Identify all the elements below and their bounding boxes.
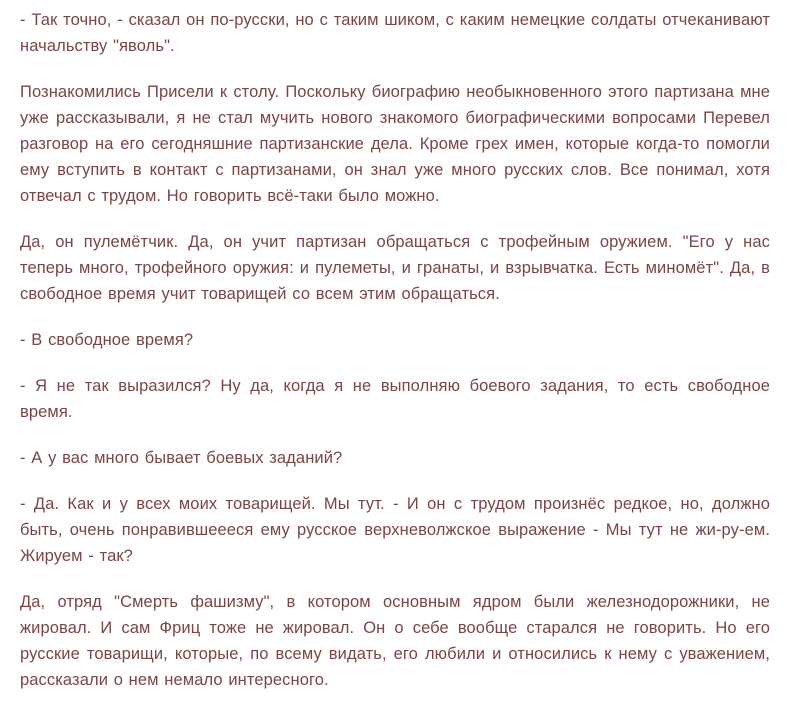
paragraph: Познакомились Присели к столу. Поскольку биографию необыкновенного этого партизана мне уже рассказывали, я не стал мучить нового знакомого биографическими вопросами Перевел разговор на его сегодняшние партизанские дела. Кроме грех имен, которые когда-то помогли ему вступить в контакт с партизанами, он знал уже много русских слов. Все понимал, хотя отвечал с трудом. Но говорить всё-таки было можно. (20, 83, 770, 205)
paragraph: - Да. Как и у всех моих товарищей. Мы тут. - И он с трудом произнёс редкое, но, должно быть, очень понравившеееся ему русское верхневолжское выражение - Мы тут не жи-ру-ем. Жируем - так? (20, 495, 770, 565)
paragraph: - Я не так выразился? Ну да, когда я не выполняю боевого задания, то есть свободное время. (20, 377, 770, 421)
paragraph: - Так точно, - сказал он по-русски, но с таким шиком, с каким немецкие солдаты отчеканивают начальству "яволь". (20, 11, 770, 55)
paragraph: - А у вас много бывает боевых заданий? (20, 449, 343, 467)
paragraph: Да, он пулемётчик. Да, он учит партизан обращаться с трофейным оружием. "Его у нас теперь много, трофейного оружия: и пулеметы, и гранаты, и взрывчатка. Есть миномёт". Да, в свободное время учит товарищей со всем этим обращаться. (20, 233, 770, 303)
paragraph: Да, отряд "Смерть фашизму", в котором основным ядром были железнодорожники, не жировал. И сам Фриц тоже не жировал. Он о себе вообще старался не говорить. Но его русские товарищи, которые, по всему видать, его любили и относились к нему с уважением, рассказали о нем немало интересного. (20, 593, 770, 689)
paragraph: - В свободное время? (20, 331, 194, 349)
